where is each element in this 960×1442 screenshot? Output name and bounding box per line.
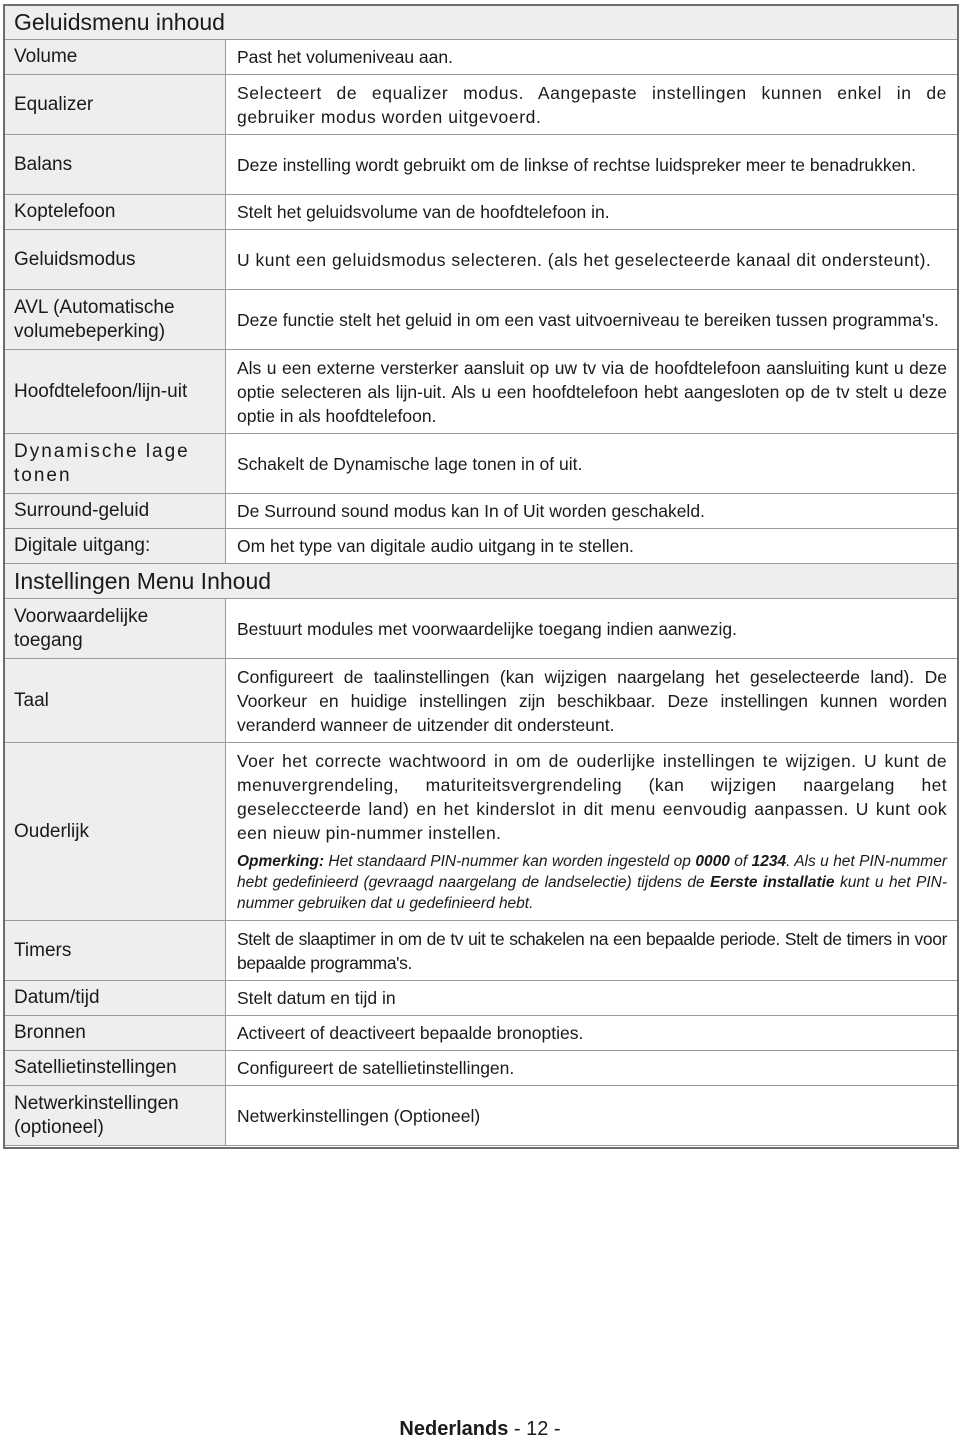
note-text: . Als u het PIN-nummer hebt gedefinieerd (gevraagd naargelang de landselectie) tijdens de: [237, 853, 947, 891]
row-desc: Als u een externe versterker aansluit op uw tv via de hoofdtelefoon aansluiting kunt u deze optie selecteren als lijn-uit. Als u een hoofdtelefoon hebt aangesloten op de tv stelt u deze optie in als hoofdtelefoon.: [226, 350, 958, 434]
menu-content-table: [3, 4, 958, 1146]
row-term: Surround-geluid: [4, 494, 226, 529]
row-desc: Schakelt de Dynamische lage tonen in of uit.: [226, 434, 958, 494]
row-term: Satellietinstellingen: [4, 1051, 226, 1086]
row-term: Timers: [4, 921, 226, 981]
row-term: Digitale uitgang:: [4, 529, 226, 564]
row-desc: Deze instelling wordt gebruikt om de linkse of rechtse luidspreker meer te benadrukken.: [226, 135, 958, 195]
row-desc: Past het volumeniveau aan.: [226, 40, 958, 75]
row-desc-parental: [226, 743, 958, 921]
row-term: Dynamische lage tonen: [4, 434, 226, 494]
note-text: Het standaard PIN-nummer kan worden ingesteld op: [323, 853, 696, 870]
row-desc: U kunt een geluidsmodus selecteren. (als het geselecteerde kanaal dit ondersteunt).: [226, 230, 958, 290]
row-term: Hoofdtelefoon/lijn-uit: [4, 350, 226, 434]
row-term: Koptelefoon: [4, 195, 226, 230]
row-term: Voorwaardelijke toegang: [4, 599, 226, 659]
row-desc: Configureert de taalinstellingen (kan wijzigen naargelang het geselecteerde land). De Voorkeur en huidige instellingen zijn beschikbaar. Deze instellingen kunnen worden veranderd wanneer de uitzender dit ondersteunt.: [226, 659, 958, 743]
row-desc: Stelt datum en tijd in: [226, 981, 958, 1016]
row-term: Balans: [4, 135, 226, 195]
page-footer: [0, 1418, 960, 1441]
row-desc: Netwerkinstellingen (Optioneel): [226, 1086, 958, 1146]
note-text: kunt u het PIN-nummer gebruiken dat u gedefinieerd hebt.: [237, 874, 948, 912]
page-number: - 12 -: [513, 1418, 561, 1440]
row-term: Geluidsmodus: [4, 230, 226, 290]
row-term: Datum/tijd: [4, 981, 226, 1016]
section-title: Geluidsmenu inhoud: [4, 5, 958, 40]
note-label: Opmerking:: [237, 853, 324, 870]
row-term: Netwerkinstellingen (optioneel): [4, 1086, 226, 1146]
default-pin-2: 1234: [751, 853, 787, 870]
row-term: Taal: [4, 659, 226, 743]
footer-language: Nederlands: [399, 1418, 509, 1440]
parental-description: Voer het correcte wachtwoord in om de ouderlijke instellingen te wijzigen. U kunt de menuvergrendeling, maturiteitsvergrendeling (kan wijzigen naargelang het geseleccteerde land) en het kinderslot in dit menu eenvoudig aanpassen. U kunt ook een nieuw pin-nummer instellen.: [237, 751, 948, 843]
row-desc: Activeert of deactiveert bepaalde bronopties.: [226, 1016, 958, 1051]
row-term: Bronnen: [4, 1016, 226, 1051]
section-title: Instellingen Menu Inhoud: [4, 564, 958, 599]
row-desc: De Surround sound modus kan In of Uit worden geschakeld.: [226, 494, 958, 529]
row-desc: Configureert de satellietinstellingen.: [226, 1051, 958, 1086]
row-term: Equalizer: [4, 75, 226, 135]
note-text: of: [729, 853, 752, 870]
row-desc: Stelt het geluidsvolume van de hoofdtelefoon in.: [226, 195, 958, 230]
row-desc: Bestuurt modules met voorwaardelijke toegang indien aanwezig.: [226, 599, 958, 659]
row-desc: Om het type van digitale audio uitgang in te stellen.: [226, 529, 958, 564]
default-pin-1: 0000: [695, 853, 730, 870]
pin-note: [237, 851, 947, 914]
row-desc: Selecteert de equalizer modus. Aangepaste instellingen kunnen enkel in de gebruiker modus worden uitgevoerd.: [226, 75, 958, 135]
row-desc: Deze functie stelt het geluid in om een vast uitvoerniveau te bereiken tussen programma's.: [226, 290, 958, 350]
first-install-label: Eerste installatie: [710, 874, 835, 891]
row-term: Ouderlijk: [4, 743, 226, 921]
row-term: Volume: [4, 40, 226, 75]
row-term: AVL (Automatische volumebeperking): [4, 290, 226, 350]
row-desc: Stelt de slaaptimer in om de tv uit te schakelen na een bepaalde periode. Stelt de timers in voor bepaalde programma's.: [226, 921, 958, 981]
